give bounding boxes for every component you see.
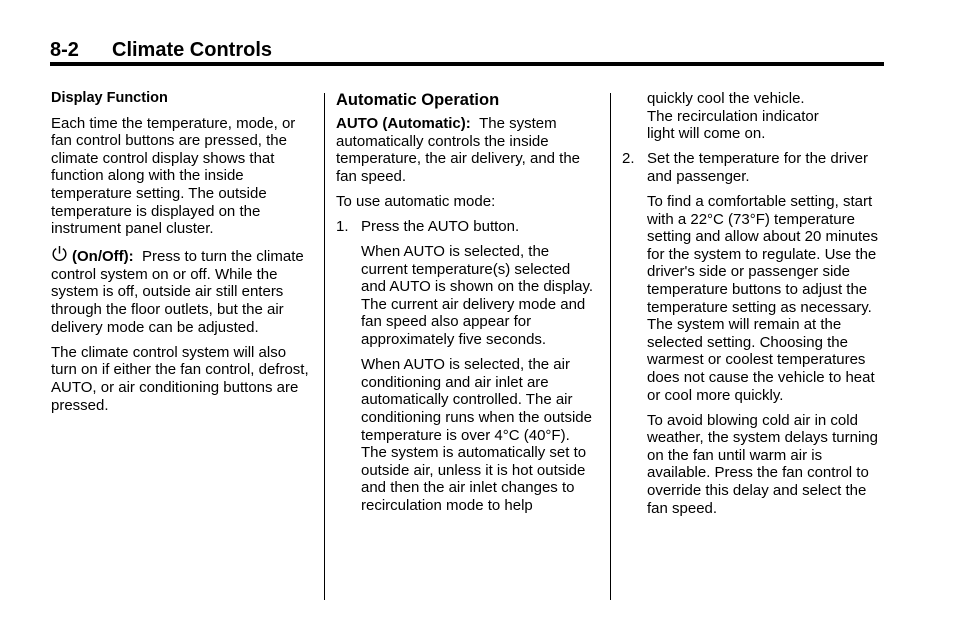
page-title: Climate Controls [112, 39, 273, 61]
list-item [622, 150, 884, 185]
list-item-text: Set the temperature for the driver and passenger. [647, 150, 868, 185]
paragraph: Each time the temperature, mode, or fan control buttons are pressed, the climate control display shows that function along with the inside temperature setting. The outside temperature is displayed on the instrument panel cluster. [51, 114, 296, 238]
column-3 [622, 90, 884, 525]
paragraph: The climate control system will also turn on if either the fan control, defrost, AUTO, or air conditioning buttons are pressed. [51, 343, 309, 414]
text-line: quickly cool the vehicle. [647, 90, 805, 107]
column-1 [51, 90, 311, 422]
section-heading: Display Function [51, 90, 168, 106]
page-header [50, 38, 884, 62]
text-line: The recirculation indicator [647, 107, 819, 125]
onoff-label: (On/Off): [72, 248, 134, 266]
page-number: 8-2 [50, 39, 79, 61]
paragraph: To avoid blowing cold air in cold weather, the system delays turning on the fan until warm air is available. Press the fan control to override this delay and select the fan speed. [647, 411, 878, 517]
section-heading: Automatic Operation [336, 91, 500, 109]
column-2 [336, 90, 598, 522]
paragraph [622, 90, 884, 143]
onoff-text: Press to turn the climate control system on or off. While the system is off, outside air still enters through the floor outlets, but the air delivery mode can be adjusted. [51, 248, 304, 336]
text-line: light will come on. [647, 125, 766, 143]
paragraph: When AUTO is selected, the current temperature(s) selected and AUTO is shown on the display. The current air delivery mode and fan speed also appear for approximately five seconds. [361, 243, 594, 349]
paragraph: When AUTO is selected, the air conditioning and air inlet are automatically controlled. The air conditioning runs when the outside temperature is over 4°C (40°F). The system is automatically set to outside air, unless it is hot outside and then the air inlet changes to recirculation mode to help [361, 356, 592, 514]
list-item-text: Press the AUTO button. [361, 217, 520, 235]
list-number: 1. [336, 217, 349, 235]
paragraph [51, 245, 311, 336]
auto-label: AUTO (Automatic): [336, 115, 471, 132]
column-divider [610, 93, 611, 600]
list-item [336, 218, 598, 236]
column-divider [324, 93, 325, 600]
header-rule [50, 62, 884, 66]
paragraph: To find a comfortable setting, start with a 22°C (73°F) temperature setting and allow about 20 minutes for the system to regulate. Use the driver's side or passenger side temperature buttons to adjust the temperature setting as necessary. The system will remain at the selected setting. Choosing the warmest or coolest temperatures does not cause the vehicle to heat or cool more quickly. [647, 192, 878, 404]
auto-text: The system automatically controls the inside temperature, the air delivery, and the fan speed. [336, 115, 581, 185]
power-icon [51, 245, 68, 262]
paragraph [336, 115, 598, 185]
paragraph: To use automatic mode: [336, 192, 496, 210]
list-number: 2. [622, 150, 635, 168]
